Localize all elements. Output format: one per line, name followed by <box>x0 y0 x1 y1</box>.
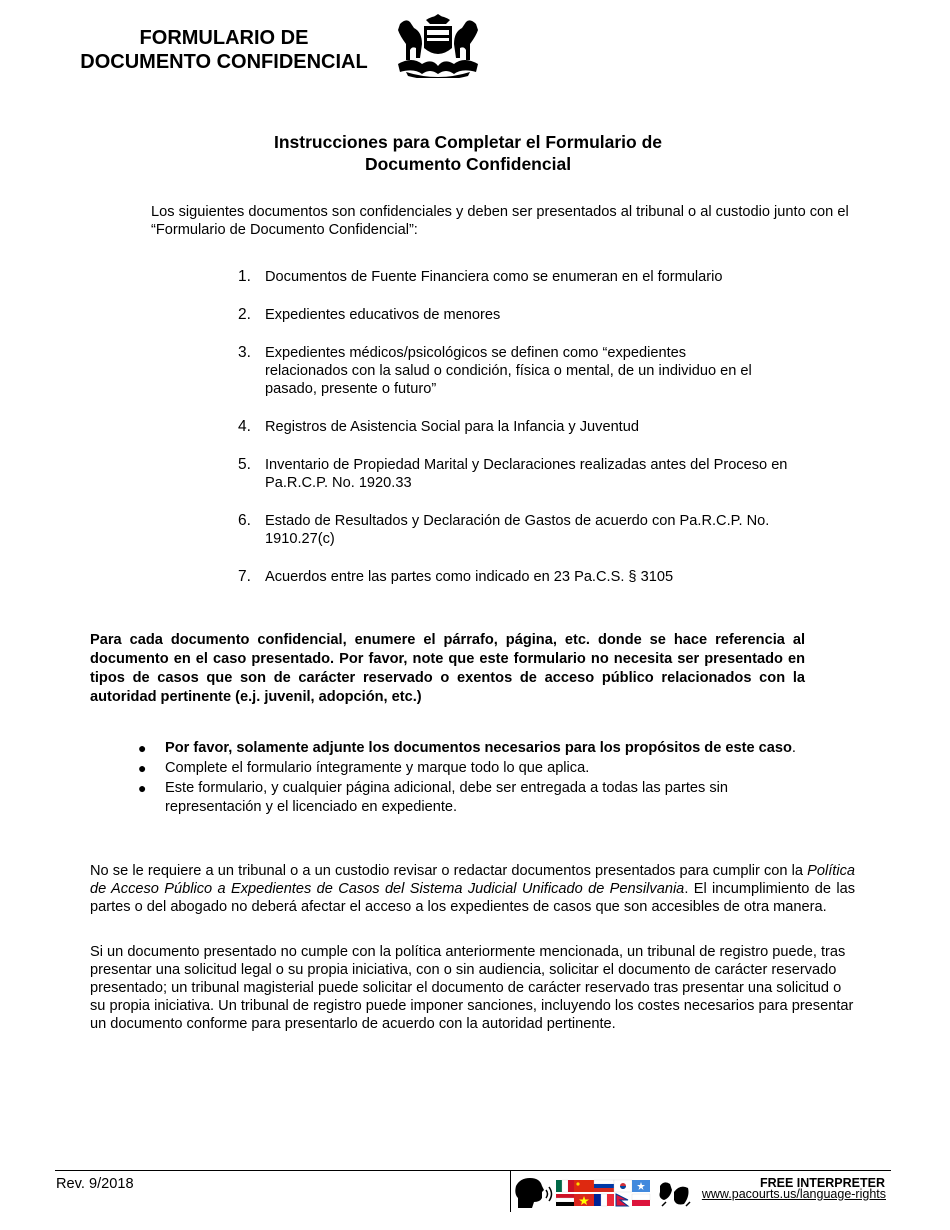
footer-vertical-divider <box>510 1170 511 1212</box>
list-item-text: Registros de Asistencia Social para la Infancia y Juventud <box>265 419 639 435</box>
redaction-policy-paragraph <box>90 862 855 916</box>
bullet-item-text: Complete el formulario íntegramente y marque todo lo que aplica. <box>165 760 590 776</box>
list-item <box>232 268 832 286</box>
bullet-item-text: Este formulario, y cualquier página adicional, debe ser entregada a todas las partes sin representación y el licenciado en expediente. <box>165 780 729 815</box>
pennsylvania-coat-of-arms-icon <box>392 14 484 78</box>
list-item <box>232 306 832 324</box>
list-item-text: Expedientes educativos de menores <box>265 307 501 323</box>
list-item-number: 6. <box>238 512 251 529</box>
list-item-text: Acuerdos entre las partes como indicado en 23 Pa.C.S. § 3105 <box>265 569 674 585</box>
bullet-icon: ● <box>138 780 147 796</box>
bullet-item <box>138 779 818 817</box>
list-item-number: 2. <box>238 306 251 323</box>
list-item <box>232 568 832 586</box>
bullet-list <box>138 739 818 818</box>
list-item-number: 1. <box>238 268 251 285</box>
list-item-text: Expedientes médicos/psicológicos se definen como “expedientes relacionados con la salud o condición, física o mental, de un individuo en el pasado, presente o futuro” <box>265 345 752 397</box>
list-item-number: 3. <box>238 344 251 361</box>
language-rights-link[interactable]: www.pacourts.us/language-rights <box>701 1187 886 1201</box>
revision-label: Rev. 9/2018 <box>56 1176 134 1192</box>
intro-paragraph: Los siguientes documentos son confidenciales y deben ser presentados al tribunal o al custodio junto con el “Formulario de Documento Confidencial”: <box>151 204 849 238</box>
redaction-policy-text-start: No se le requiere a un tribunal o a un custodio revisar o redactar documentos presentados para cumplir con la <box>90 863 808 879</box>
instructions-heading <box>0 131 936 175</box>
form-title-line2: DOCUMENTO CONFIDENCIAL <box>80 51 368 73</box>
footer-divider <box>55 1170 891 1171</box>
list-item <box>232 418 832 436</box>
language-flags-icon <box>556 1180 650 1206</box>
list-item-text: Inventario de Propiedad Marital y Declaraciones realizadas antes del Proceso en Pa.R.C.P. No. 1920.33 <box>265 457 788 491</box>
instructions-heading-line2: Documento Confidencial <box>364 154 572 174</box>
list-item-number: 5. <box>238 456 251 473</box>
list-item <box>232 344 832 398</box>
reference-instructions-paragraph: Para cada documento confidencial, enumere el párrafo, página, etc. donde se hace referencia al documento en el caso presentado. Por favor, note que este formulario no necesita ser presentado en tipos de casos que son de carácter reservado o exentos de acceso público relacionados con la autoridad pertinente (e.j. juvenil, adopción, etc.) <box>90 632 805 705</box>
bullet-item <box>138 759 818 778</box>
list-item <box>232 456 832 492</box>
redaction-policy-text-end: . El incumplimiento de las partes o del abogado no deberá afectar el acceso a los expedientes de casos que son accesibles de otra manera. <box>90 881 855 915</box>
list-item-text: Documentos de Fuente Financiera como se enumeran en el formulario <box>265 269 723 285</box>
list-item-number: 7. <box>238 568 251 585</box>
bullet-item-bold-text: Por favor, solamente adjunte los documentos necesarios para los propósitos de este caso <box>165 740 792 756</box>
bullet-icon: ● <box>138 740 147 756</box>
list-item <box>232 512 832 548</box>
confidential-documents-list <box>232 268 832 606</box>
policy-title: Política de Acceso Público a Expedientes de Casos del Sistema Judicial Unificado de Pensilvania <box>90 863 855 897</box>
speaking-head-icon <box>515 1178 551 1208</box>
instructions-heading-line1: Instrucciones para Completar el Formulario de <box>273 132 663 152</box>
form-title <box>60 26 388 74</box>
form-title-line1: FORMULARIO DE <box>139 27 309 49</box>
bullet-item <box>138 739 818 758</box>
noncompliance-paragraph: Si un documento presentado no cumple con la política anteriormente mencionada, un tribunal de registro puede, tras presentar una solicitud legal o su propia iniciativa, con o sin audiencia, solicitar el documento de carácter reservado presentado; un tribunal magisterial puede solicitar el documento de carácter reservado tras presentar una solicitud o su propia iniciativa. Un tribunal de registro puede imponer sanciones, incluyendo los costes necesarios para presentar un documento conforme para presentarlo de acuerdo con la autoridad pertinente. <box>90 944 854 1032</box>
bullet-item-period: . <box>791 740 796 756</box>
bullet-icon: ● <box>138 760 147 776</box>
list-item-text: Estado de Resultados y Declaración de Gastos de acuerdo con Pa.R.C.P. No. 1910.27(c) <box>265 513 770 547</box>
list-item-number: 4. <box>238 418 251 435</box>
free-interpreter-label: FREE INTERPRETER <box>759 1176 885 1190</box>
